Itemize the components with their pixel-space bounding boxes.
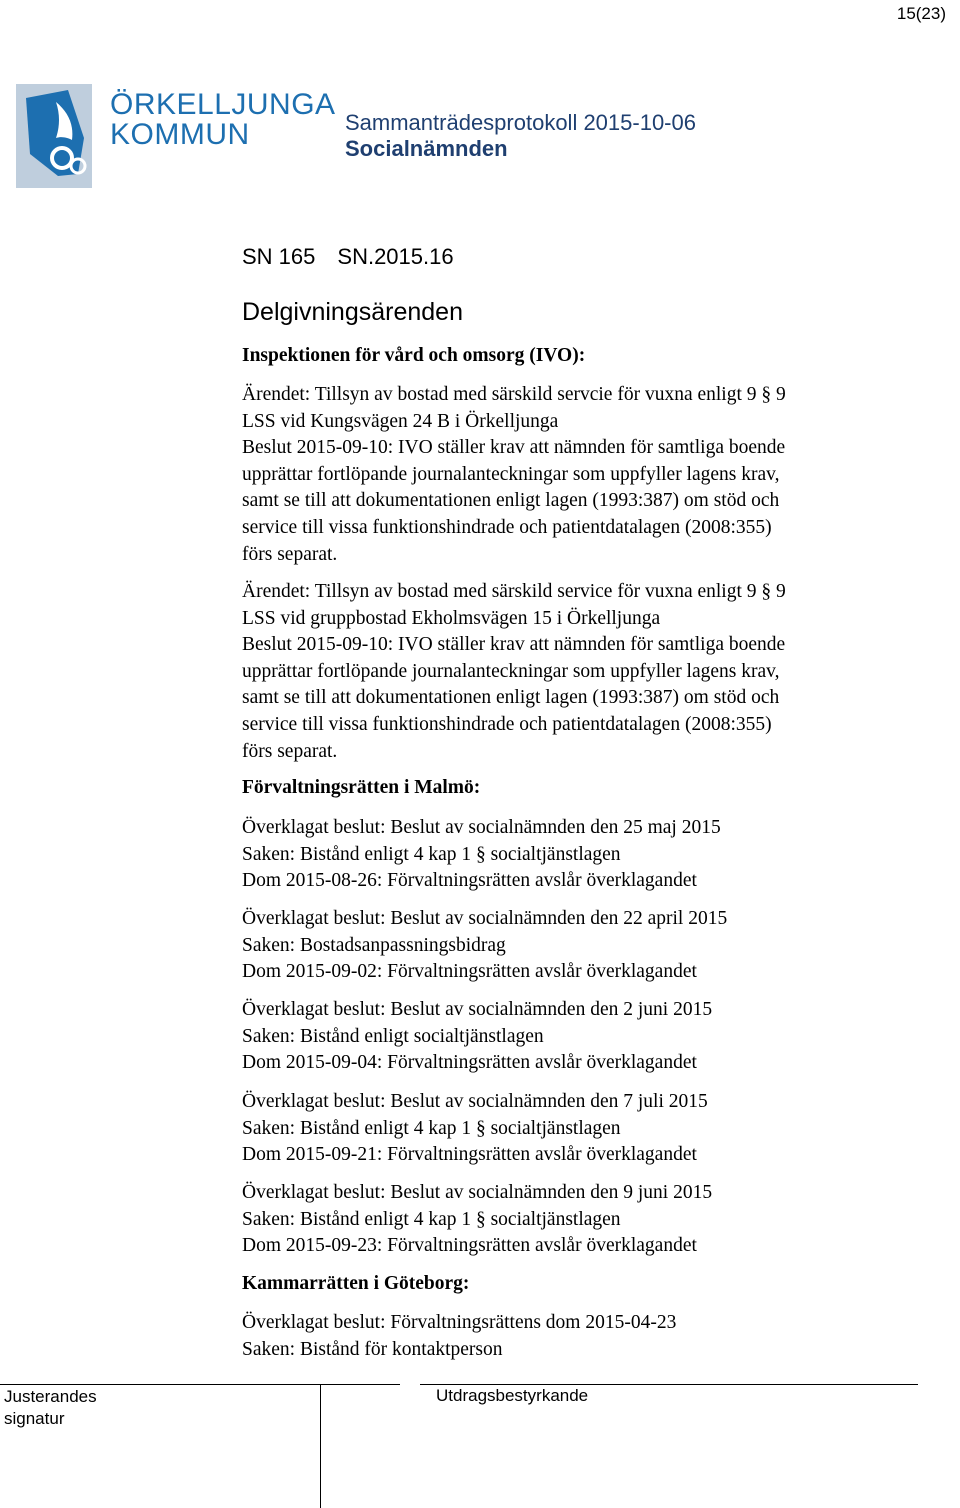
text-line: Överklagat beslut: Beslut av socialnämnden den 9 juni 2015 (242, 1182, 713, 1203)
text-line: Överklagat beslut: Beslut av socialnämnden den 7 juli 2015 (242, 1091, 708, 1112)
text-line: Dom 2015-09-21: Förvaltningsrätten avslår överklagandet (242, 1144, 697, 1166)
text-line: Överklagat beslut: Beslut av socialnämnden den 25 maj 2015 (242, 817, 721, 838)
logo-wordmark-line-2: KOMMUN (110, 118, 250, 151)
text-line: Saken: Bistånd enligt 4 kap 1 § socialtjänstlagen (242, 1208, 621, 1230)
text-line: Dom 2015-09-02: Förvaltningsrätten avslår överklagandet (242, 961, 697, 983)
page-heading: Delgivningsärenden (242, 298, 463, 326)
text-line: LSS vid gruppbostad Ekholmsvägen 15 i Örkelljunga (242, 607, 661, 629)
text-line: samt se till att dokumentationen enligt lagen (1993:387) om stöd och (242, 687, 780, 709)
ivo-case-1 (242, 382, 932, 568)
text-line: LSS vid Kungsvägen 24 B i Örkelljunga (242, 410, 559, 432)
text-line: Beslut 2015-09-10: IVO ställer krav att nämnden för samtliga boende (242, 634, 786, 656)
text-line: förs separat. (242, 543, 338, 565)
logo-wordmark-line-1: ÖRKELLJUNGA (110, 88, 336, 121)
text-line: Saken: Bistånd enligt 4 kap 1 § socialtjänstlagen (242, 1117, 621, 1139)
subheading-ivo: Inspektionen för vård och omsorg (IVO): (242, 345, 586, 366)
protocol-title: Sammanträdesprotokoll 2015-10-06 (345, 110, 696, 135)
section-reference: SN.2015.16 (337, 244, 454, 269)
text-line: Saken: Bistånd enligt 4 kap 1 § socialtjänstlagen (242, 843, 621, 865)
subheading-kammarratten: Kammarrätten i Göteborg: (242, 1273, 470, 1294)
text-line: förs separat. (242, 740, 338, 762)
text-line: Ärendet: Tillsyn av bostad med särskild servcie för vuxna enligt 9 § 9 (242, 384, 786, 405)
footer-rule-right (420, 1384, 918, 1385)
text-line: service till vissa funktionshindrade och patientdatalagen (2008:355) (242, 516, 772, 538)
subheading-malmo: Förvaltningsrätten i Malmö: (242, 777, 481, 798)
text-line: samt se till att dokumentationen enligt lagen (1993:387) om stöd och (242, 490, 780, 512)
malmo-case-5 (242, 1180, 932, 1260)
section-identifier (242, 244, 454, 270)
malmo-case-2 (242, 906, 932, 986)
malmo-case-1 (242, 815, 932, 895)
text-line: Överklagat beslut: Beslut av socialnämnden den 22 april 2015 (242, 908, 728, 929)
text-line: upprättar fortlöpande journalanteckningar som uppfyller lagens krav, (242, 660, 780, 682)
text-line: Saken: Bistånd för kontaktperson (242, 1338, 503, 1360)
text-line: service till vissa funktionshindrade och patientdatalagen (2008:355) (242, 713, 772, 735)
section-number: SN 165 (242, 244, 316, 269)
text-line: upprättar fortlöpande journalanteckningar som uppfyller lagens krav, (242, 463, 780, 485)
page-number: 15(23) (896, 4, 946, 23)
text-line: Beslut 2015-09-10: IVO ställer krav att nämnden för samtliga boende (242, 437, 786, 459)
malmo-case-4 (242, 1089, 932, 1169)
ivo-case-2 (242, 579, 932, 765)
text-line: Saken: Bostadsanpassningsbidrag (242, 934, 506, 956)
text-line: Dom 2015-08-26: Förvaltningsrätten avslår överklagandet (242, 870, 697, 892)
text-line: Dom 2015-09-04: Förvaltningsrätten avslår överklagandet (242, 1052, 697, 1074)
committee-name: Socialnämnden (345, 136, 508, 161)
certification-label: Utdragsbestyrkande (436, 1386, 589, 1405)
kammarratten-case-1 (242, 1310, 932, 1363)
text-line: Ärendet: Tillsyn av bostad med särskild service för vuxna enligt 9 § 9 (242, 581, 786, 602)
text-line: Saken: Bistånd enligt socialtjänstlagen (242, 1025, 544, 1047)
signature-label: Justerandes signatur (4, 1387, 97, 1428)
text-line: Överklagat beslut: Förvaltningsrättens dom 2015-04-23 (242, 1312, 677, 1333)
text-line: Överklagat beslut: Beslut av socialnämnden den 2 juni 2015 (242, 999, 713, 1020)
malmo-case-3 (242, 997, 932, 1077)
text-line: Dom 2015-09-23: Förvaltningsrätten avslår överklagandet (242, 1235, 697, 1257)
